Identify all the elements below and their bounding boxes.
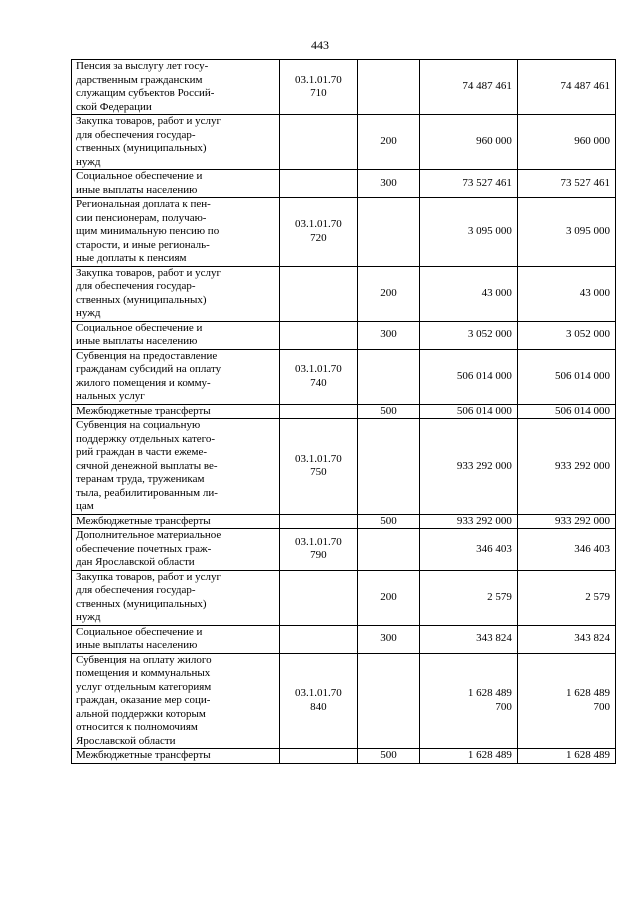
cell-name-line: Закупка товаров, работ и услуг (76, 115, 221, 127)
cell-target-code (279, 198, 358, 267)
cell-amount-1 (419, 514, 517, 529)
cell-amount-2-line: 960 000 (574, 135, 610, 148)
cell-name-line: Социальное обеспечение и (76, 170, 203, 182)
cell-amount-2-line: 933 292 000 (555, 514, 610, 527)
cell-name (72, 653, 280, 749)
cell-name-line: теранам труда, труженикам (76, 473, 205, 485)
cell-name-line: щим минимальную пенсию по (76, 225, 220, 237)
cell-name-line: ственных (муниципальных) (76, 597, 207, 610)
cell-name-line: Закупка товаров, работ и услуг (76, 570, 221, 583)
cell-amount-2-line: 343 824 (574, 632, 610, 645)
cell-name-line: цам (76, 500, 94, 512)
cell-amount-2 (517, 514, 615, 529)
cell-amount-2 (517, 321, 615, 349)
cell-name-line: нужд (76, 155, 101, 168)
cell-expense-type: 300 (358, 321, 420, 349)
cell-name-line: Субвенция на оплату жилого (76, 653, 212, 666)
table-row (72, 514, 616, 529)
cell-amount-1 (419, 653, 517, 749)
table-row (72, 115, 616, 170)
cell-name-line: иные выплаты населению (76, 335, 198, 347)
cell-amount-1 (419, 170, 517, 198)
cell-amount-1-line: 960 000 (476, 135, 512, 148)
cell-amount-1-line: 506 014 000 (456, 369, 512, 382)
cell-name-line: жилого помещения и комму- (76, 376, 211, 389)
cell-name-line: помещения и коммунальных (76, 667, 211, 679)
cell-name-line: для обеспечения государ- (76, 128, 196, 141)
cell-name-line: поддержку отдельных катего- (76, 432, 216, 445)
cell-amount-2-line: 43 000 (579, 286, 610, 299)
cell-target-code-line: 790 (310, 549, 327, 562)
cell-expense-type: 200 (358, 115, 420, 170)
cell-amount-1-line: 1 628 489 (467, 749, 512, 761)
cell-name-line: нужд (76, 611, 101, 623)
cell-amount-1 (419, 266, 517, 321)
cell-target-code (279, 749, 358, 764)
cell-target-code (279, 404, 358, 419)
cell-amount-2 (517, 170, 615, 198)
cell-name-line: дан Ярославской области (76, 556, 195, 568)
cell-amount-2 (517, 266, 615, 321)
cell-amount-2-line: 346 403 (574, 542, 610, 555)
cell-target-code-line: 750 (310, 466, 327, 479)
cell-name (72, 60, 280, 115)
cell-amount-2-line: 506 014 000 (555, 404, 610, 417)
cell-amount-1-line: 1 628 489 (467, 687, 512, 700)
cell-expense-type: 200 (358, 570, 420, 625)
cell-expense-type (358, 60, 420, 115)
cell-name-line: обеспечение почетных граж- (76, 542, 212, 555)
cell-name-line: альной поддержки которым (76, 707, 206, 720)
cell-target-code (279, 653, 358, 749)
cell-amount-1-line: 933 292 000 (456, 459, 512, 472)
cell-name-line: Социальное обеспечение и (76, 625, 203, 638)
page-number: 443 (311, 38, 329, 52)
cell-expense-type (358, 653, 420, 749)
cell-expense-type: 300 (358, 170, 420, 198)
cell-amount-2-line: 506 014 000 (555, 369, 610, 382)
cell-name (72, 404, 280, 419)
cell-target-code-line: 03.1.01.70 (295, 73, 342, 86)
cell-name-line: Региональная доплата к пен- (76, 198, 211, 210)
cell-amount-2 (517, 404, 615, 419)
cell-target-code-line: 03.1.01.70 (295, 363, 342, 375)
cell-amount-2-line: 74 487 461 (560, 80, 610, 93)
cell-amount-1 (419, 349, 517, 404)
cell-name-line: для обеспечения государ- (76, 584, 196, 596)
cell-target-code-line: 840 (310, 700, 327, 713)
cell-name-line: рий граждан в части ежеме- (76, 446, 208, 458)
cell-name (72, 529, 280, 571)
cell-target-code (279, 570, 358, 625)
cell-name-line: дарственным гражданским (76, 73, 203, 86)
table-row (72, 570, 616, 625)
cell-name-line: Закупка товаров, работ и услуг (76, 266, 221, 279)
cell-expense-type: 500 (358, 749, 420, 764)
cell-expense-type (358, 349, 420, 404)
cell-name (72, 349, 280, 404)
cell-amount-1-line: 700 (495, 700, 512, 713)
cell-name-line: граждан, оказание мер соци- (76, 694, 211, 706)
cell-name-line: нальных услуг (76, 390, 145, 402)
cell-target-code-line: 03.1.01.70 (295, 687, 342, 700)
cell-name (72, 170, 280, 198)
cell-amount-2 (517, 115, 615, 170)
cell-amount-2 (517, 60, 615, 115)
table-row (72, 266, 616, 321)
cell-name-line: сии пенсионерам, получаю- (76, 211, 207, 224)
cell-name-line: Пенсия за выслугу лет госу- (76, 60, 209, 72)
table-row (72, 349, 616, 404)
table-row (72, 170, 616, 198)
cell-target-code-line: 740 (310, 376, 327, 389)
cell-name-line: тыла, реабилитированным ли- (76, 486, 218, 499)
cell-expense-type (358, 198, 420, 267)
cell-amount-1 (419, 749, 517, 764)
cell-target-code (279, 266, 358, 321)
cell-name (72, 115, 280, 170)
cell-amount-1 (419, 198, 517, 267)
cell-name-line: Субвенция на социальную (76, 419, 201, 431)
table-row (72, 404, 616, 419)
cell-name-line: иные выплаты населению (76, 183, 198, 196)
cell-amount-1-line: 933 292 000 (456, 514, 512, 527)
cell-amount-2 (517, 625, 615, 653)
budget-table-body (72, 60, 616, 764)
cell-name (72, 749, 280, 764)
cell-name-line: Межбюджетные трансферты (76, 514, 211, 527)
cell-name-line: сячной денежной выплаты ве- (76, 459, 218, 472)
cell-target-code-line: 03.1.01.70 (295, 452, 342, 465)
cell-amount-1-line: 3 095 000 (467, 225, 512, 237)
cell-name (72, 419, 280, 515)
cell-amount-2-line: 3 052 000 (566, 328, 610, 341)
cell-amount-2-line: 2 579 (585, 590, 610, 603)
cell-name-line: Субвенция на предоставление (76, 349, 218, 362)
cell-name-line: Межбюджетные трансферты (76, 404, 211, 417)
cell-expense-type: 300 (358, 625, 420, 653)
table-row (72, 529, 616, 571)
cell-amount-2-line: 933 292 000 (555, 459, 610, 472)
cell-name-line: относится к полномочиям (76, 721, 198, 733)
cell-target-code (279, 529, 358, 571)
cell-target-code-line: 720 (310, 231, 327, 244)
cell-target-code-line: 710 (310, 87, 327, 99)
cell-name-line: гражданам субсидий на оплату (76, 363, 222, 375)
cell-target-code (279, 321, 358, 349)
cell-target-code (279, 170, 358, 198)
cell-amount-2 (517, 749, 615, 764)
cell-target-code (279, 60, 358, 115)
cell-name-line: иные выплаты населению (76, 639, 198, 651)
cell-amount-1 (419, 321, 517, 349)
cell-amount-2 (517, 419, 615, 515)
cell-expense-type: 500 (358, 514, 420, 529)
cell-amount-1-line: 2 579 (487, 590, 512, 603)
cell-amount-2 (517, 349, 615, 404)
cell-amount-1-line: 346 403 (476, 542, 512, 555)
cell-expense-type (358, 529, 420, 571)
cell-name-line: старости, и иные региональ- (76, 238, 210, 251)
cell-name-line: для обеспечения государ- (76, 280, 196, 292)
cell-amount-1 (419, 625, 517, 653)
cell-amount-2-line: 1 628 489 (566, 687, 610, 700)
cell-name (72, 198, 280, 267)
cell-amount-1 (419, 60, 517, 115)
cell-target-code (279, 115, 358, 170)
cell-name-line: Ярославской области (76, 734, 176, 747)
cell-name-line: нужд (76, 307, 101, 319)
table-row (72, 749, 616, 764)
cell-amount-1 (419, 404, 517, 419)
cell-amount-2 (517, 529, 615, 571)
cell-target-code (279, 349, 358, 404)
cell-target-code (279, 514, 358, 529)
table-row (72, 625, 616, 653)
table-row (72, 60, 616, 115)
cell-expense-type: 500 (358, 404, 420, 419)
cell-expense-type (358, 419, 420, 515)
cell-amount-2-line: 1 628 489 (566, 749, 610, 761)
cell-name (72, 321, 280, 349)
budget-table (71, 59, 616, 764)
cell-amount-1-line: 74 487 461 (462, 80, 512, 93)
cell-amount-1-line: 43 000 (481, 286, 512, 299)
cell-amount-1 (419, 115, 517, 170)
cell-name-line: услуг отдельным категориям (76, 680, 212, 693)
cell-target-code-line: 03.1.01.70 (295, 218, 342, 231)
cell-name (72, 625, 280, 653)
table-row (72, 198, 616, 267)
cell-amount-1 (419, 529, 517, 571)
cell-amount-2 (517, 653, 615, 749)
cell-name-line: ственных (муниципальных) (76, 142, 207, 154)
cell-amount-1 (419, 419, 517, 515)
cell-name-line: Дополнительное материальное (76, 529, 222, 541)
cell-amount-1-line: 73 527 461 (462, 176, 512, 189)
cell-target-code (279, 625, 358, 653)
cell-name-line: ные доплаты к пенсиям (76, 252, 187, 264)
cell-amount-1-line: 506 014 000 (456, 404, 512, 417)
cell-name-line: Социальное обеспечение и (76, 321, 203, 334)
cell-name-line: ственных (муниципальных) (76, 293, 207, 306)
cell-amount-2-line: 3 095 000 (566, 225, 610, 237)
table-row (72, 653, 616, 749)
cell-target-code-line: 03.1.01.70 (295, 535, 342, 548)
table-row (72, 321, 616, 349)
cell-name-line: ской Федерации (76, 100, 152, 113)
cell-amount-2 (517, 570, 615, 625)
cell-amount-1 (419, 570, 517, 625)
cell-name (72, 266, 280, 321)
cell-name (72, 570, 280, 625)
cell-amount-2-line: 700 (593, 700, 610, 713)
cell-amount-2-line: 73 527 461 (560, 176, 610, 189)
cell-amount-2 (517, 198, 615, 267)
table-row (72, 419, 616, 515)
cell-name-line: служащим субъектов Россий- (76, 87, 215, 99)
cell-target-code (279, 419, 358, 515)
cell-name-line: Межбюджетные трансферты (76, 749, 211, 761)
cell-amount-1-line: 3 052 000 (467, 328, 512, 341)
cell-expense-type: 200 (358, 266, 420, 321)
cell-name (72, 514, 280, 529)
cell-amount-1-line: 343 824 (476, 632, 512, 645)
